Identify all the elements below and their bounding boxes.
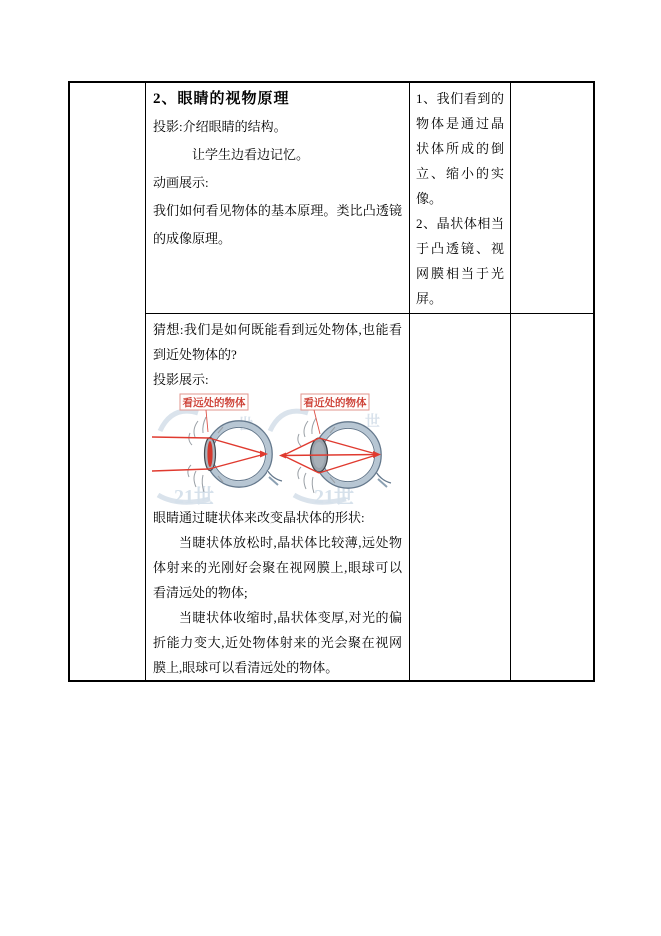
table-cell-notes-row2-empty <box>410 314 511 680</box>
paragraph: 当睫状体收缩时,晶状体变厚,对光的偏折能力变大,近处物体射来的光会聚在视网膜上,眼球可以看清远处的物体。 <box>153 610 402 675</box>
label-leader-line <box>206 410 208 432</box>
watermark-text: 21世 <box>314 486 354 505</box>
watermark-swoosh <box>270 411 308 431</box>
object-point-arrow-icon <box>279 453 286 459</box>
optic-nerve-notch <box>376 471 384 479</box>
lens-red-core <box>207 441 212 467</box>
table-cell-teaching-content-row1 <box>146 83 410 314</box>
watermark-text: 世 <box>365 414 381 430</box>
table-cell-empty-row1 <box>511 83 593 314</box>
optic-nerve-tail <box>269 477 278 485</box>
watermark-text: 21世 <box>174 486 214 505</box>
paragraph: 眼睛通过睫状体来改变晶状体的形状: <box>153 510 365 525</box>
eye-diagram-svg <box>152 393 404 505</box>
paragraph: 猜想:我们是如何既能看到远处物体,也能看到近处物体的? <box>153 322 402 362</box>
label-leader-line <box>314 410 320 434</box>
optic-nerve-tail <box>378 479 387 487</box>
note-paragraph: 1、我们看到的物体是通过晶状体所成的倒立、缩小的实像。 <box>416 91 504 206</box>
table-cell-teaching-content-row2 <box>146 314 410 680</box>
eye-diagram-figure <box>152 393 404 505</box>
table-cell-notes-row1 <box>410 83 511 314</box>
far-vision-eye <box>152 417 282 492</box>
optic-nerve-notch <box>267 469 275 477</box>
watermark-text: 世 <box>238 417 254 433</box>
paragraph: 当睫状体放松时,晶状体比较薄,远处物体射来的光刚好会聚在视网膜上,眼球可以看清远处的物体; <box>153 535 402 600</box>
label-text: 看远处的物体 <box>182 398 246 409</box>
table-cell-empty-row2 <box>511 314 593 680</box>
paragraph: 投影:介绍眼睛的结构。 <box>153 119 287 134</box>
lesson-plan-table <box>68 81 595 682</box>
table-cell-left-empty <box>70 83 146 680</box>
light-rays-near <box>281 438 378 473</box>
paragraph: 让学生边看边记忆。 <box>192 147 310 162</box>
paragraph: 我们如何看见物体的基本原理。类比凸透镜的成像原理。 <box>153 203 402 246</box>
paragraph: 动画展示: <box>153 175 209 190</box>
paragraph: 投影展示: <box>153 372 209 387</box>
retina-inner-line <box>212 427 265 480</box>
section-title: 2、眼睛的视物原理 <box>153 91 290 107</box>
label-text: 看近处的物体 <box>303 398 367 409</box>
note-paragraph: 2、晶状体相当于凸透镜、视网膜相当于光屏。 <box>416 216 504 306</box>
watermark-swoosh <box>160 411 198 431</box>
